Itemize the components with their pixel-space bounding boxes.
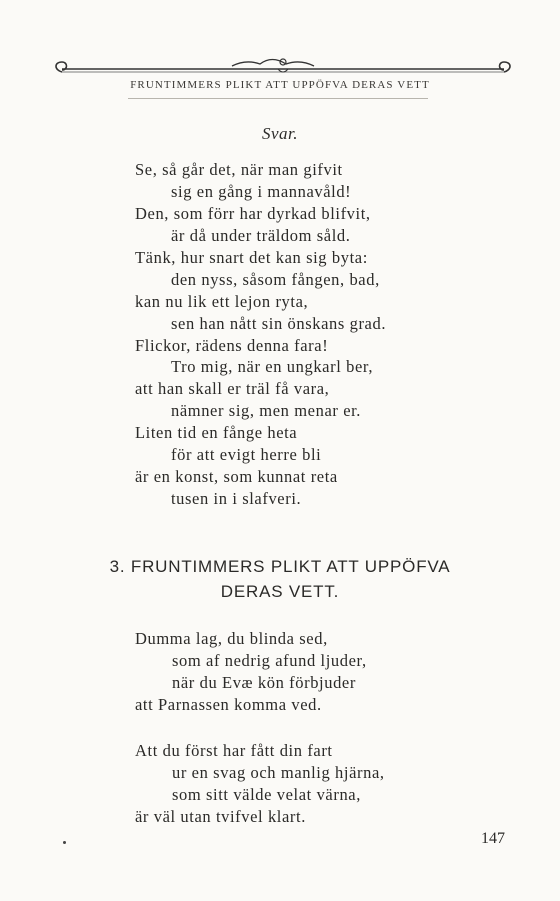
poem-line: Liten tid en fånge heta [135,423,298,442]
poem-line: för att evigt herre bli [171,445,322,464]
poem-line: som af nedrig afund ljuder, [172,651,367,670]
poem-line: Att du först har fått din fart [135,741,333,760]
poem-line: tusen in i slafveri. [171,489,302,508]
ornament-center-flourish [232,60,314,67]
poem-line: när du Evæ kön förbjuder [172,673,356,692]
poem-line: nämner sig, men menar er. [171,401,362,420]
poem-line: kan nu lik ett lejon ryta, [135,292,309,311]
svar-heading: Svar. [261,124,299,143]
poem-line: är väl utan tvifvel klart. [135,807,306,826]
poem-line: sen han nått sin önskans grad. [171,314,387,333]
ornament-right-scroll [500,62,511,72]
poem-line: den nyss, såsom fången, bad, [171,270,380,289]
poem-line: Flickor, rädens denna fara! [135,336,329,355]
margin-dot [63,841,66,844]
ornament-left-scroll [56,62,67,72]
section-heading-line2: DERAS VETT. [220,582,340,601]
running-head-rule [128,98,428,99]
poem-line: är en konst, som kunnat reta [135,467,338,486]
poem-line: att Parnassen komma ved. [135,695,322,714]
page-number: 147 [481,830,505,847]
poem-line: Se, så går det, när man gifvit [135,160,343,179]
poem-line: Den, som förr har dyrkad blifvit, [135,204,371,223]
poem-line: ur en svag och manlig hjärna, [172,763,385,782]
poem-line: Tro mig, när en ungkarl ber, [171,357,374,376]
poem-line: som sitt välde velat värna, [172,785,361,804]
running-head: FRUNTIMMERS PLIKT ATT UPPÖFVA DERAS VETT [130,79,430,91]
poem-line: sig en gång i mannavåld! [171,182,352,201]
poem-line: att han skall er träl få vara, [135,379,330,398]
poem-line: är då under träldom såld. [171,226,351,245]
section-heading-line1: 3. FRUNTIMMERS PLIKT ATT UPPÖFVA [109,557,451,576]
poem-line: Dumma lag, du blinda sed, [135,629,328,648]
poem-line: Tänk, hur snart det kan sig byta: [135,248,368,267]
